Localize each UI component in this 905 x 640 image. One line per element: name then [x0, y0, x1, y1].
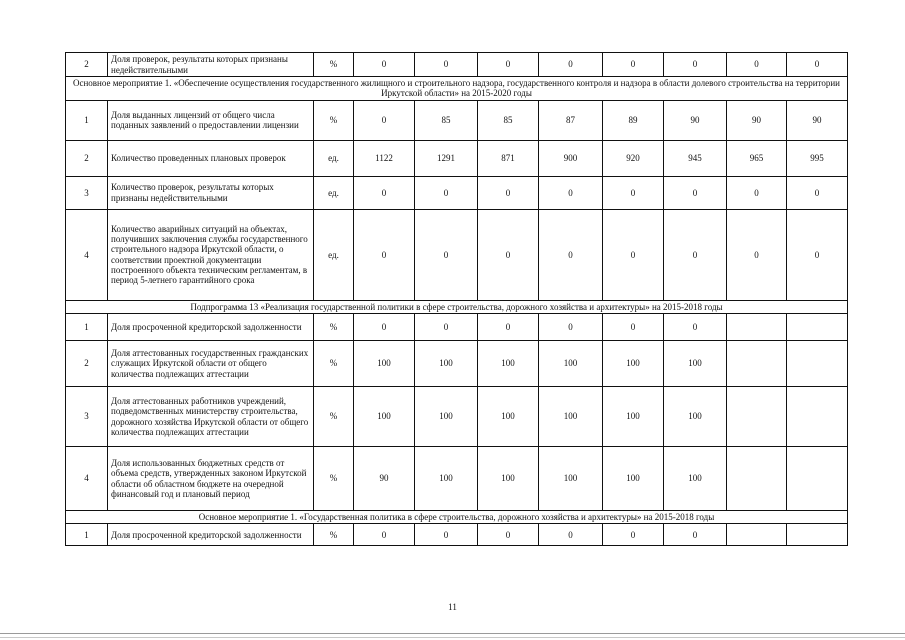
value-cell: 100	[478, 341, 539, 387]
indicator-name: Количество проведенных плановых проверок	[108, 140, 314, 176]
row-number: 1	[66, 100, 108, 140]
row-number: 3	[66, 176, 108, 209]
value-cell: 100	[415, 387, 478, 447]
table-row	[66, 53, 848, 77]
table-row	[66, 100, 848, 140]
value-cell: 100	[539, 447, 603, 511]
table-row	[66, 176, 848, 209]
value-cell: 871	[478, 140, 539, 176]
value-cell: 0	[415, 314, 478, 341]
value-cell: 0	[664, 314, 727, 341]
value-cell: 0	[727, 209, 787, 300]
value-cell: 100	[415, 341, 478, 387]
unit-cell: %	[314, 387, 354, 447]
value-cell: 0	[478, 53, 539, 77]
section-title: Основное мероприятие 1. «Обеспечение осуществления государственного жилищного и строительного надзора, государственного контроля и надзора в области долевого строительства на территории Иркутской области» на 2015-2020 годы	[66, 77, 848, 101]
value-cell	[787, 447, 848, 511]
unit-cell: ед.	[314, 140, 354, 176]
value-cell: 0	[415, 209, 478, 300]
value-cell: 100	[603, 341, 664, 387]
value-cell: 0	[787, 176, 848, 209]
indicators-table	[65, 52, 848, 546]
value-cell: 0	[603, 524, 664, 546]
value-cell: 0	[539, 53, 603, 77]
value-cell: 0	[354, 524, 415, 546]
value-cell: 0	[603, 314, 664, 341]
value-cell: 100	[539, 341, 603, 387]
value-cell: 100	[664, 447, 727, 511]
value-cell: 0	[664, 524, 727, 546]
value-cell: 0	[603, 53, 664, 77]
value-cell	[727, 447, 787, 511]
value-cell: 0	[787, 209, 848, 300]
value-cell: 100	[354, 341, 415, 387]
indicator-name: Доля выданных лицензий от общего числа поданных заявлений о предоставлении лицензии	[108, 100, 314, 140]
value-cell: 0	[478, 524, 539, 546]
value-cell: 0	[354, 209, 415, 300]
value-cell: 0	[539, 314, 603, 341]
value-cell: 0	[415, 524, 478, 546]
value-cell: 0	[727, 176, 787, 209]
table-row	[66, 387, 848, 447]
value-cell	[787, 314, 848, 341]
scan-edge-line	[0, 633, 905, 634]
value-cell: 90	[664, 100, 727, 140]
section-title: Основное мероприятие 1. «Государственная политика в сфере строительства, дорожного хозяйства и архитектуры» на 2015-2018 годы	[66, 511, 848, 524]
indicator-name: Количество проверок, результаты которых признаны недействительными	[108, 176, 314, 209]
value-cell: 89	[603, 100, 664, 140]
value-cell: 900	[539, 140, 603, 176]
value-cell: 0	[415, 176, 478, 209]
row-number: 2	[66, 140, 108, 176]
section-title: Подпрограмма 13 «Реализация государственной политики в сфере строительства, дорожного хозяйства и архитектуры» на 2015-2018 годы	[66, 300, 848, 313]
table-row	[66, 447, 848, 511]
value-cell: 0	[539, 176, 603, 209]
row-number: 1	[66, 314, 108, 341]
value-cell: 0	[664, 176, 727, 209]
value-cell	[727, 524, 787, 546]
value-cell: 0	[787, 53, 848, 77]
value-cell: 90	[727, 100, 787, 140]
value-cell: 87	[539, 100, 603, 140]
indicator-name: Доля просроченной кредиторской задолженности	[108, 314, 314, 341]
value-cell: 0	[354, 100, 415, 140]
page-number: 11	[448, 602, 457, 612]
value-cell: 0	[415, 53, 478, 77]
value-cell: 100	[664, 387, 727, 447]
row-number: 2	[66, 53, 108, 77]
table-row	[66, 524, 848, 546]
section-row	[66, 300, 848, 313]
value-cell	[727, 314, 787, 341]
value-cell: 100	[603, 447, 664, 511]
value-cell: 100	[415, 447, 478, 511]
table-row	[66, 341, 848, 387]
value-cell: 90	[787, 100, 848, 140]
row-number: 2	[66, 341, 108, 387]
value-cell	[787, 341, 848, 387]
value-cell	[727, 387, 787, 447]
value-cell: 0	[478, 176, 539, 209]
row-number: 4	[66, 447, 108, 511]
row-number: 3	[66, 387, 108, 447]
value-cell: 100	[664, 341, 727, 387]
indicator-name: Количество аварийных ситуаций на объектах, получивших заключения службы государственного строительного надзора Иркутской области, о соответствии проектной документации построенного объекта техническим регламентам, в период 5-летнего гарантийного срока	[108, 209, 314, 300]
value-cell: 0	[478, 314, 539, 341]
value-cell: 0	[664, 53, 727, 77]
value-cell: 1122	[354, 140, 415, 176]
row-number: 4	[66, 209, 108, 300]
unit-cell: %	[314, 314, 354, 341]
unit-cell: ед.	[314, 176, 354, 209]
value-cell: 0	[603, 176, 664, 209]
row-number: 1	[66, 524, 108, 546]
value-cell: 945	[664, 140, 727, 176]
value-cell: 995	[787, 140, 848, 176]
value-cell: 100	[603, 387, 664, 447]
value-cell: 0	[603, 209, 664, 300]
value-cell: 85	[478, 100, 539, 140]
unit-cell: ед.	[314, 209, 354, 300]
value-cell: 0	[727, 53, 787, 77]
scan-edge-line-secondary	[0, 637, 905, 638]
section-row	[66, 77, 848, 101]
value-cell: 0	[478, 209, 539, 300]
value-cell: 0	[539, 524, 603, 546]
table-row	[66, 209, 848, 300]
unit-cell: %	[314, 341, 354, 387]
indicator-name: Доля аттестованных работников учреждений, подведомственных министерству строительства, дорожного хозяйства Иркутской области от общего количества подлежащих аттестации	[108, 387, 314, 447]
value-cell: 100	[478, 387, 539, 447]
value-cell: 1291	[415, 140, 478, 176]
indicator-name: Доля проверок, результаты которых признаны недействительными	[108, 53, 314, 77]
value-cell: 100	[539, 387, 603, 447]
section-row	[66, 511, 848, 524]
table-row	[66, 314, 848, 341]
indicator-name: Доля использованных бюджетных средств от объема средств, утвержденных законом Иркутской области об областном бюджете на очередной финансовый год и плановый период	[108, 447, 314, 511]
value-cell: 0	[539, 209, 603, 300]
value-cell: 0	[664, 209, 727, 300]
value-cell	[787, 524, 848, 546]
value-cell: 920	[603, 140, 664, 176]
value-cell	[787, 387, 848, 447]
unit-cell: %	[314, 53, 354, 77]
unit-cell: %	[314, 447, 354, 511]
value-cell: 100	[478, 447, 539, 511]
value-cell: 100	[354, 387, 415, 447]
value-cell: 965	[727, 140, 787, 176]
indicator-name: Доля аттестованных государственных гражданских служащих Иркутской области от общего количества подлежащих аттестации	[108, 341, 314, 387]
table-row	[66, 140, 848, 176]
value-cell: 0	[354, 314, 415, 341]
indicator-name: Доля просроченной кредиторской задолженности	[108, 524, 314, 546]
value-cell: 85	[415, 100, 478, 140]
value-cell: 0	[354, 53, 415, 77]
value-cell: 0	[354, 176, 415, 209]
unit-cell: %	[314, 524, 354, 546]
value-cell: 90	[354, 447, 415, 511]
unit-cell: %	[314, 100, 354, 140]
value-cell	[727, 341, 787, 387]
